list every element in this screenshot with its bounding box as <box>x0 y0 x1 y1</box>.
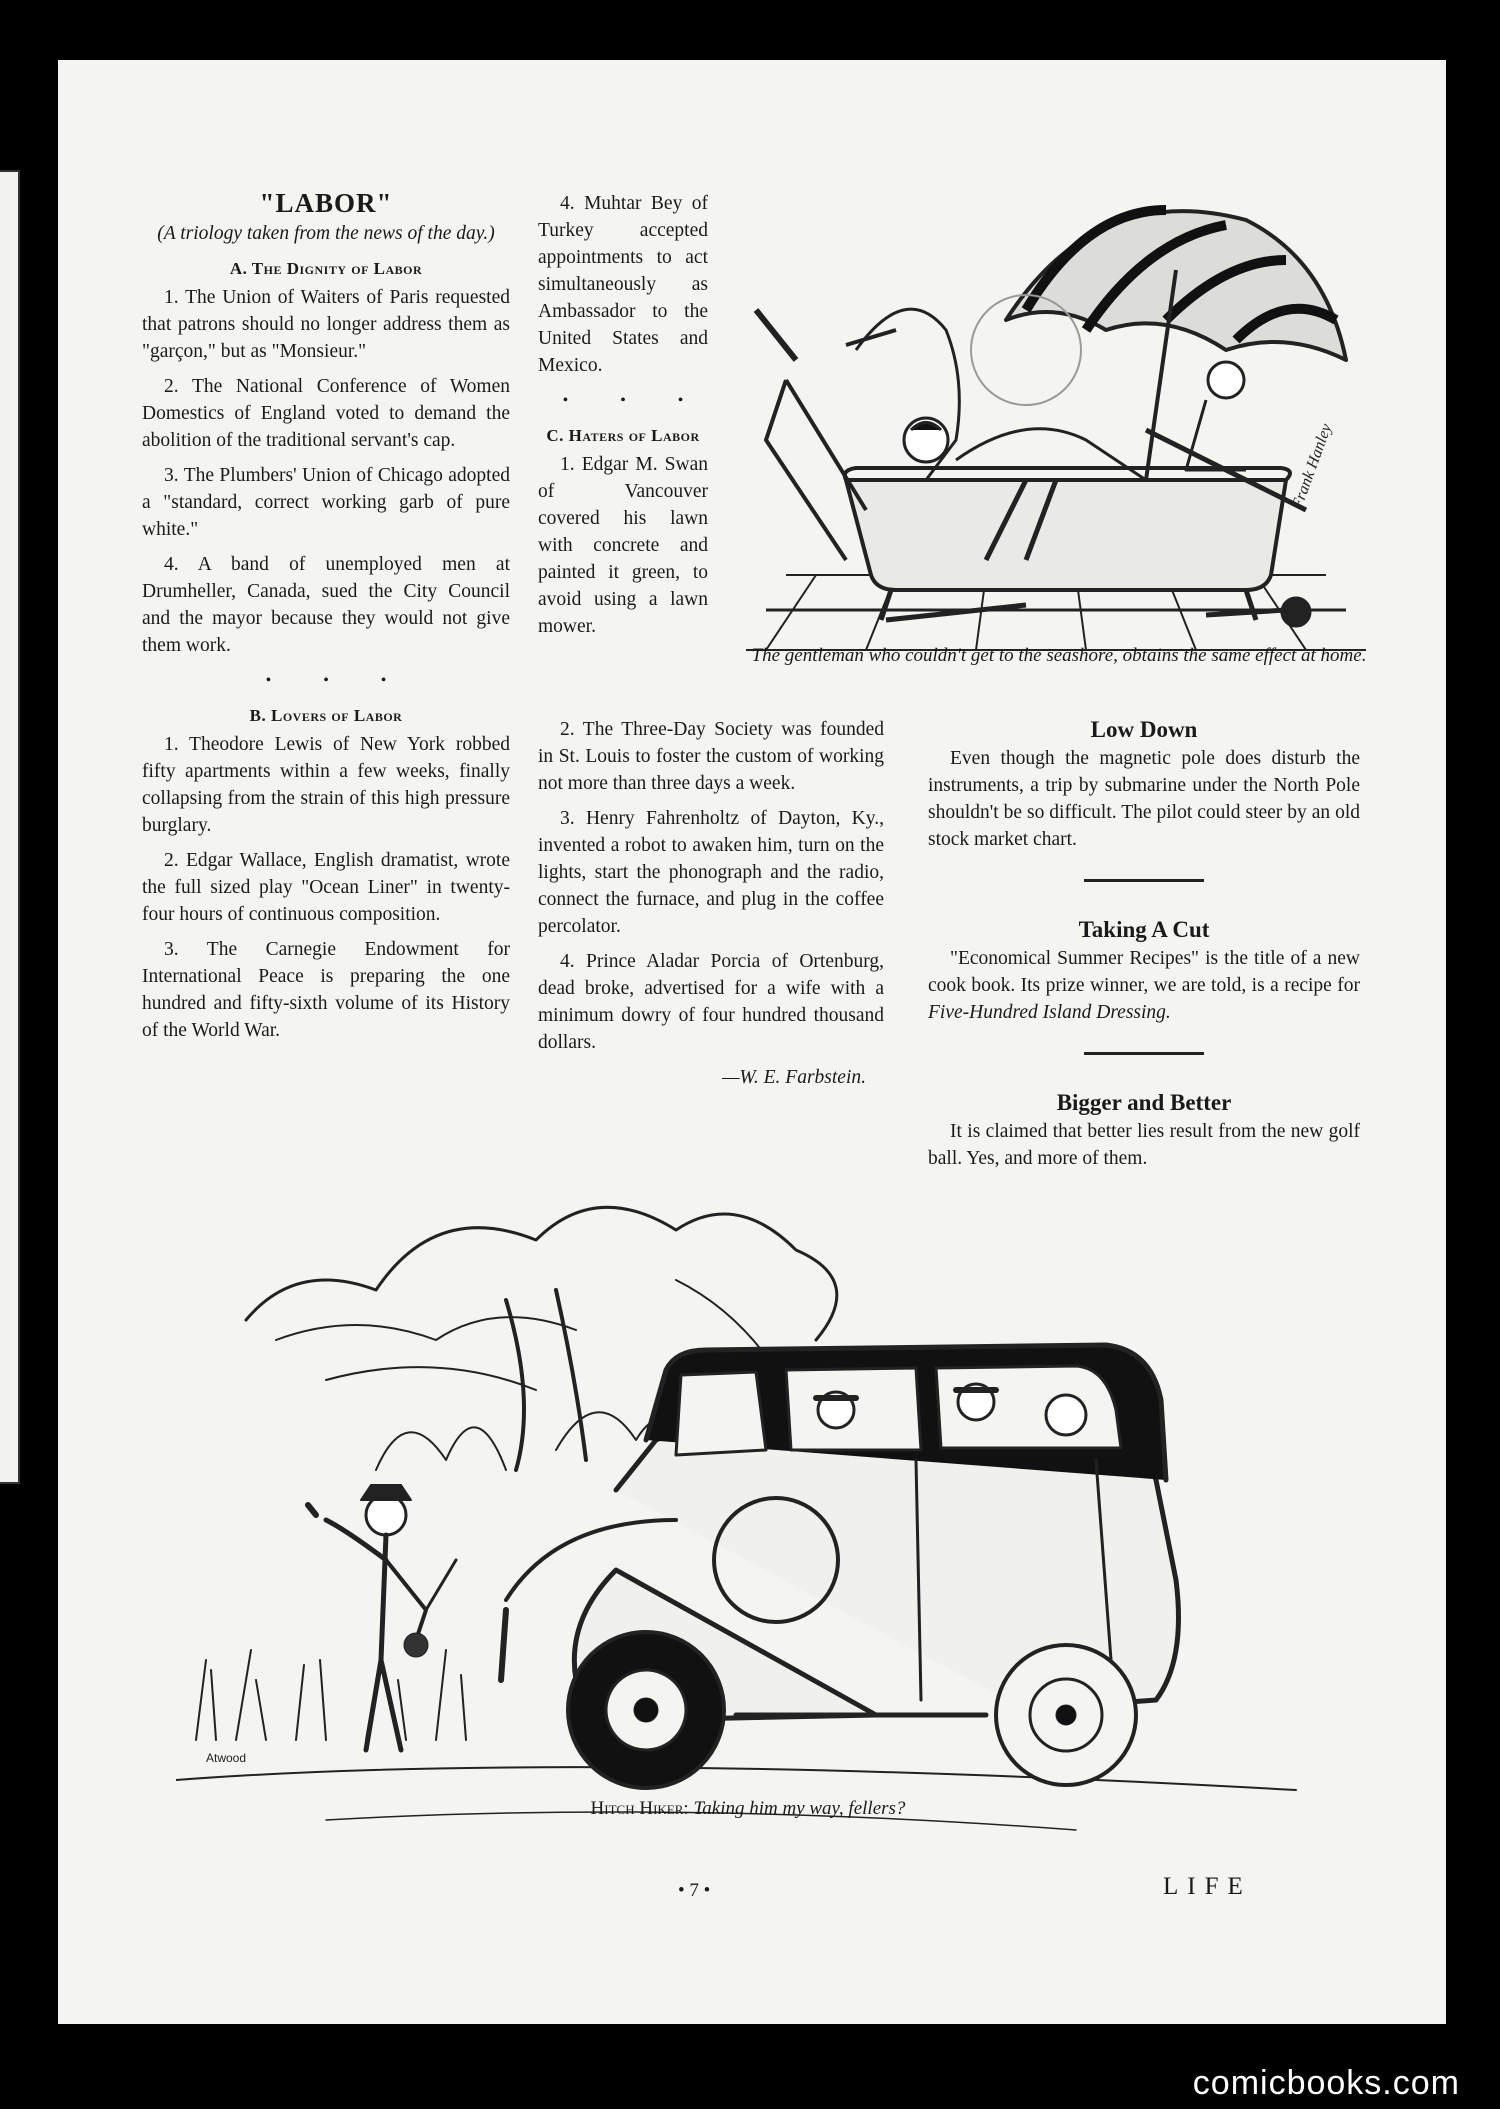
previous-page-edge <box>0 170 20 1484</box>
article-title: "LABOR" <box>259 188 393 218</box>
section-b-item: 1. Theodore Lewis of New York robbed fifty apartments within a few weeks, finally collapsing from the strain of this high pressure burglary. <box>142 734 510 836</box>
magazine-page <box>58 60 1446 2024</box>
left-column <box>142 190 510 1052</box>
section-c-item: 2. The Three-Day Society was founded in St. Louis to foster the custom of working not more than three days a week. <box>538 719 884 794</box>
section-b-item: 3. The Carnegie Endowment for International Peace is preparing the one hundred and fifty-sixth volume of its History of the World War. <box>142 939 510 1041</box>
caption-line: Taking him my way, fellers? <box>693 1798 906 1819</box>
magazine-name: LIFE <box>1163 1873 1252 1900</box>
bigger-better-text: It is claimed that better lies result from the new golf ball. Yes, and more of them. <box>928 1121 1360 1169</box>
separator-dots: • • • <box>562 392 708 409</box>
taking-a-cut-text-italic: Five-Hundred Island Dressing. <box>928 1002 1171 1023</box>
section-c-item: 4. Prince Aladar Porcia of Ortenburg, dead broke, advertised for a wife with a minimum dowry of four hundred thousand dollars. <box>538 951 884 1053</box>
middle-column-top <box>538 190 708 648</box>
page-number: • 7 • <box>678 1880 711 1901</box>
section-c-item: 1. Edgar M. Swan of Vancouver covered his lawn with concrete and painted it green, to avoid using a lawn mower. <box>538 454 708 637</box>
section-a-item: 3. The Plumbers' Union of Chicago adopted a "standard, correct working garb of pure white." <box>142 465 510 540</box>
bathtub-cartoon-illustration <box>726 180 1376 700</box>
taking-a-cut-text <box>928 945 1360 1026</box>
taking-a-cut-title: Taking A Cut <box>1078 917 1210 942</box>
section-a-item: 1. The Union of Waiters of Paris requested that patrons should no longer address them as "garçon," but as "Monsieur." <box>142 287 510 362</box>
separator-dots: • • • <box>265 672 411 689</box>
article-byline: —W. E. Farbstein. <box>722 1067 866 1088</box>
article-subtitle: (A triology taken from the news of the day.) <box>157 223 495 244</box>
low-down-title: Low Down <box>1090 717 1198 742</box>
caption-speaker: Hitch Hiker: <box>590 1798 689 1819</box>
hitch-hiker-cartoon-illustration <box>176 1140 1306 1840</box>
divider-rule <box>1084 879 1204 882</box>
taking-a-cut-text-plain: "Economical Summer Recipes" is the title of a new cook book. Its prize winner, we are told, is a recipe for <box>928 948 1360 996</box>
middle-column-bottom <box>538 716 884 1091</box>
watermark: comicbooks.com <box>1192 2064 1460 2102</box>
section-b-heading: B. Lovers of Labor <box>249 706 403 725</box>
section-b-item: 2. Edgar Wallace, English dramatist, wrote the full sized play "Ocean Liner" in twenty-four hours of continuous composition. <box>142 850 510 925</box>
section-c-heading: C. Haters of Labor <box>546 426 700 445</box>
section-b-item: 4. Muhtar Bey of Turkey accepted appointments to act simultaneously as Ambassador to the United States and Mexico. <box>538 193 708 376</box>
cartoon-signature: Frank Hanley <box>1288 421 1336 512</box>
section-c-item: 3. Henry Fahrenholtz of Dayton, Ky., invented a robot to awaken him, turn on the lights, start the phonograph and the radio, connect the furnace, and plug in the coffee percolator. <box>538 808 884 937</box>
divider-rule <box>1084 1052 1204 1055</box>
section-a-item: 2. The National Conference of Women Domestics of England voted to demand the abolition of the traditional servant's cap. <box>142 376 510 451</box>
bottom-cartoon-caption <box>438 1798 1058 1820</box>
top-cartoon-caption: The gentleman who couldn't get to the seashore, obtains the same effect at home. <box>751 645 1367 666</box>
section-a-item: 4. A band of unemployed men at Drumheller, Canada, sued the City Council and the mayor because they would not give them work. <box>142 554 510 656</box>
low-down-text: Even though the magnetic pole does disturb the instruments, a trip by submarine under the North Pole shouldn't be so difficult. The pilot could steer by an old stock market chart. <box>928 748 1360 850</box>
right-column <box>928 716 1360 1180</box>
bigger-better-title: Bigger and Better <box>1056 1090 1232 1115</box>
section-a-heading: A. The Dignity of Labor <box>229 259 423 278</box>
cartoon-signature: Atwood <box>206 1751 247 1765</box>
